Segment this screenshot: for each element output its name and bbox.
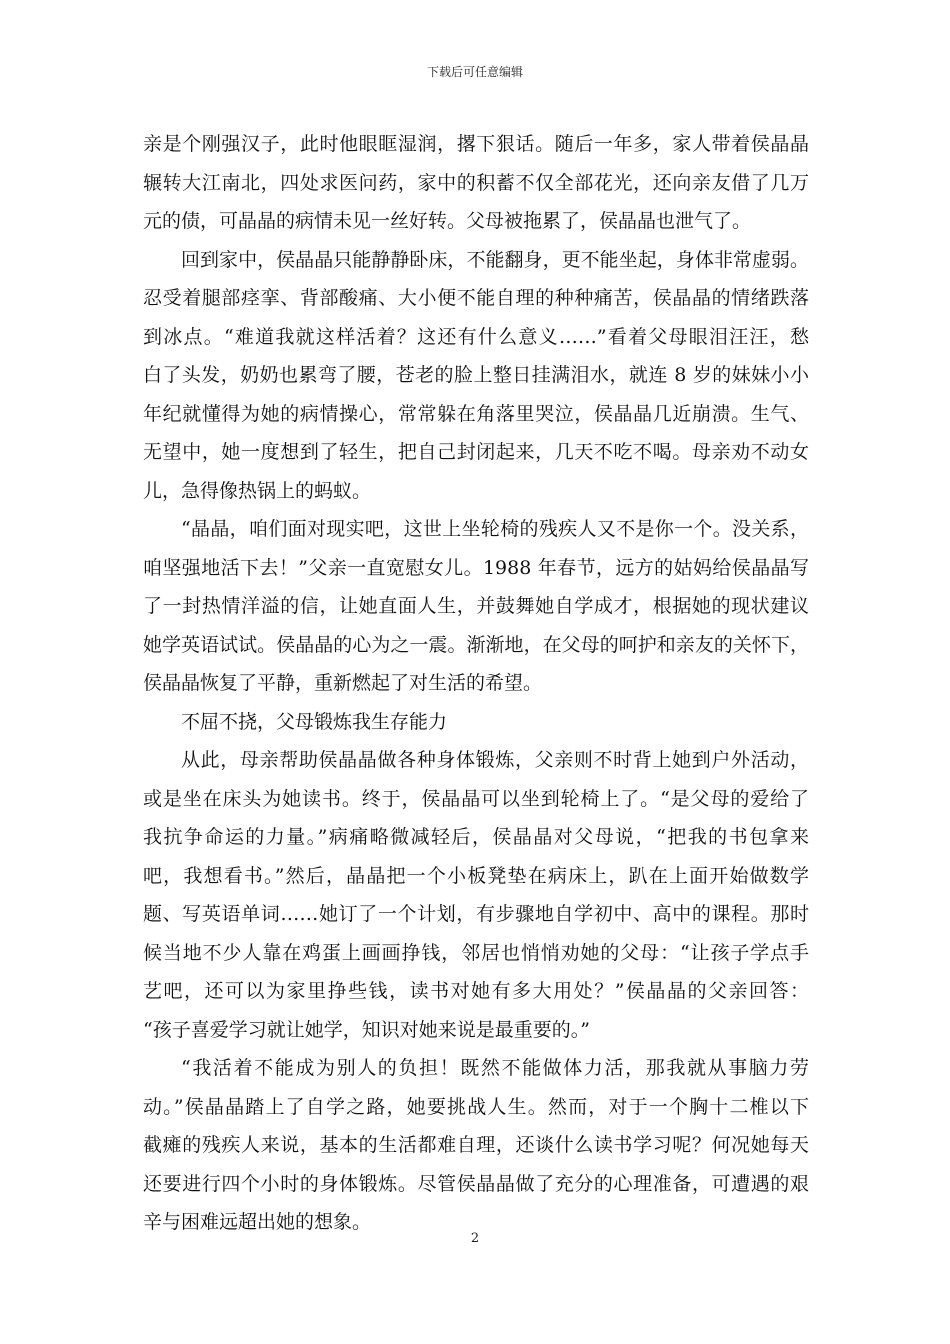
text-line: 辛与困难远超出她的想象。 (143, 1211, 372, 1233)
text-line: 元的债，可晶晶的病情未见一丝好转。父母被拖累了，侯晶晶也泄气了。 (143, 210, 752, 232)
text-line: 儿，急得像热锅上的蚂蚁。 (143, 479, 372, 502)
document-body (143, 125, 809, 1242)
section-heading-text: 不屈不挠，父母锻炼我生存能力 (181, 710, 448, 733)
text-line: 题、写英语单词……她订了一个计划，有步骤地自学初中、高中的课程。那时 (143, 903, 809, 925)
text-line: 她学英语试试。侯晶晶的心为之一震。渐渐地，在父母的呵护和亲友的关怀下， (143, 633, 809, 656)
text-line: 候当地不少人靠在鸡蛋上画画挣钱，邻居也悄悄劝她的父母：“让孩子学点手 (143, 941, 809, 964)
text-line: 艺吧，还可以为家里挣些钱，读书对她有多大用处？”侯晶晶的父亲回答： (143, 980, 809, 1002)
text-line: 或是坐在床头为她读书。终于，侯晶晶可以坐到轮椅上了。“是父母的爱给了 (143, 787, 809, 810)
text-line: 忍受着腿部痉挛、背部酸痛、大小便不能自理的种种痛苦，侯晶晶的情绪跌落 (143, 287, 809, 309)
text-line: “孩子喜爱学习就让她学，知识对她来说是最重要的。” (143, 1018, 590, 1041)
text-line: “晶晶，咱们面对现实吧，这世上坐轮椅的残疾人又不是你一个。没关系， (181, 518, 809, 540)
text-line: 咱坚强地活下去！”父亲一直宽慰女儿。1988 年春节，远方的姑妈给侯晶晶写 (143, 556, 809, 579)
text-line: 吧，我想看书。”然后，晶晶把一个小板凳垫在病床上，趴在上面开始做数学 (143, 864, 809, 887)
paragraph (143, 125, 809, 241)
text-line: 无望中，她一度想到了轻生，把自己封闭起来，几天不吃不喝。母亲劝不动女 (143, 441, 809, 463)
text-line: 截瘫的残疾人来说，基本的生活都难自理，还谈什么读书学习呢？何况她每天 (143, 1134, 809, 1156)
text-line: 到冰点。“难道我就这样活着？这还有什么意义……”看着父母眼泪汪汪，愁 (143, 325, 809, 348)
paragraph (143, 241, 809, 511)
page-number: 2 (470, 1231, 480, 1246)
text-line: 白了头发，奶奶也累弯了腰，苍老的脸上整日挂满泪水，就连 8 岁的妹妹小小 (143, 364, 809, 386)
text-line: 从此，母亲帮助侯晶晶做各种身体锻炼，父亲则不时背上她到户外活动， (181, 749, 809, 771)
text-line: 年纪就懂得为她的病情操心，常常躲在角落里哭泣，侯晶晶几近崩溃。生气、 (143, 402, 809, 425)
text-line: “我活着不能成为别人的负担！既然不能做体力活，那我就从事脑力劳 (181, 1057, 809, 1079)
text-line: 我抗争命运的力量。”病痛略微减轻后，侯晶晶对父母说，“把我的书包拿来 (143, 826, 809, 848)
paragraph (143, 1049, 809, 1242)
text-line: 还要进行四个小时的身体锻炼。尽管侯晶晶做了充分的心理准备，可遭遇的艰 (143, 1172, 809, 1195)
text-line: 动。”侯晶晶踏上了自学之路，她要挑战人生。然而，对于一个胸十二椎以下 (143, 1095, 809, 1118)
section-heading (143, 703, 809, 742)
page-header: 下载后可任意编辑 (426, 65, 523, 79)
paragraph (143, 510, 809, 703)
paragraph (143, 741, 809, 1049)
text-line: 了一封热情洋溢的信，让她直面人生，并鼓舞她自学成才，根据她的现状建议 (143, 595, 809, 617)
text-line: 侯晶晶恢复了平静，重新燃起了对生活的希望。 (143, 672, 543, 694)
text-line: 亲是个刚强汉子，此时他眼眶湿润，撂下狠话。随后一年多，家人带着侯晶晶 (143, 133, 809, 155)
text-line: 回到家中，侯晶晶只能静静卧床，不能翻身，更不能坐起，身体非常虚弱。 (181, 248, 809, 271)
text-line: 辗转大江南北，四处求医问药，家中的积蓄不仅全部花光，还向亲友借了几万 (143, 171, 809, 194)
